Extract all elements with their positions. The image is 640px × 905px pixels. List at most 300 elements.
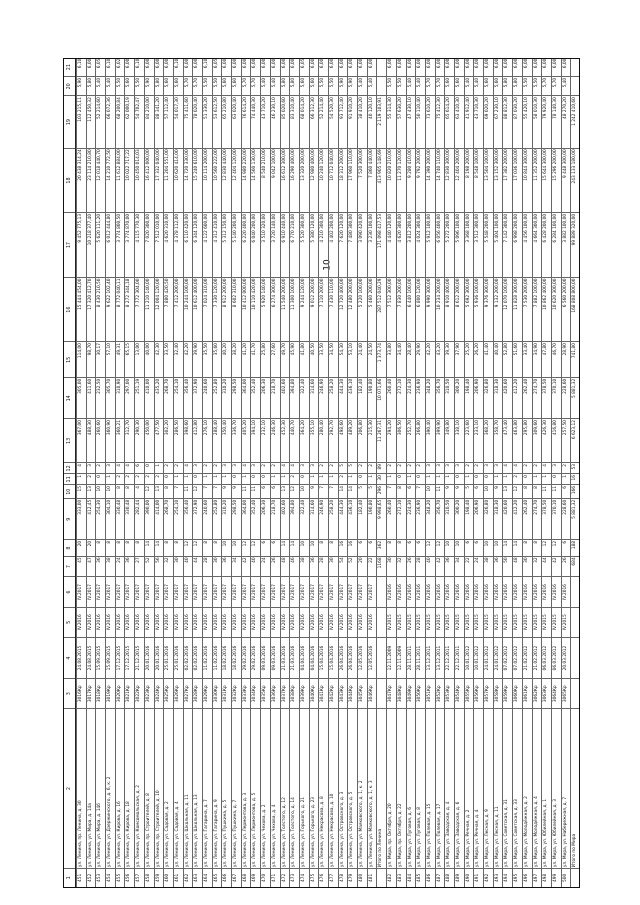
- table-cell: 14 740 110,00: [436, 149, 445, 214]
- table-cell: 7 110 200,00: [319, 278, 328, 343]
- table-cell: 3049Кр: [407, 679, 416, 709]
- table-cell: 10.01.2012: [465, 638, 474, 679]
- table-cell: 5,80: [87, 77, 96, 96]
- table-cell: IV.2016: [445, 577, 454, 607]
- table-cell: 40: [184, 557, 193, 578]
- table-frame: [63, 58, 580, 888]
- table-cell: 3044Кр: [348, 679, 357, 709]
- table-cell: 6 910 440,00: [281, 213, 290, 278]
- table-cell: 11: [184, 485, 193, 499]
- table-cell: 252,70: [407, 419, 416, 463]
- table-cell: 12: [552, 540, 561, 556]
- table-cell: 6: [416, 540, 425, 556]
- table-cell: 9 244 120,00: [300, 278, 309, 343]
- table-cell: 27,60: [271, 342, 280, 378]
- table-cell: 493: [494, 869, 503, 888]
- table-cell: 3: [445, 463, 454, 474]
- table-cell: 416,80: [552, 419, 561, 463]
- table-cell: ул. Ленина, ул. Гагарина, д. 7: [203, 709, 212, 868]
- column-header: 8: [64, 540, 75, 556]
- table-cell: 5,90: [145, 77, 154, 96]
- table-cell: 32,40: [174, 342, 183, 378]
- table-cell: 467: [232, 869, 241, 888]
- table-cell: 355,10: [310, 419, 319, 463]
- table-cell: 6: [261, 540, 270, 556]
- column-header: 15: [64, 342, 75, 378]
- table-cell: 45: [77, 557, 86, 578]
- table-cell: 57 112,40: [164, 97, 173, 149]
- table-cell: IV.2017: [358, 577, 367, 607]
- table-cell: IV.2016: [387, 577, 396, 607]
- table-cell: ул. Мира, ул. Полевая, д. 17: [436, 709, 445, 868]
- table-cell: 9: [232, 485, 241, 499]
- table-cell: 11: [436, 485, 445, 499]
- table-cell: IV.2016: [465, 577, 474, 607]
- table-cell: 3 812 200,00: [407, 213, 416, 278]
- table-cell: 79 920,40: [542, 97, 551, 149]
- table-cell: 12 830 440,00: [222, 149, 231, 214]
- table-cell: 282,44: [135, 499, 144, 540]
- table-cell: 14 980 220,00: [242, 149, 251, 214]
- table-cell: 10.01.2012: [474, 638, 483, 679]
- table-cell: 27: [135, 557, 144, 578]
- table-cell: 1: [213, 474, 222, 485]
- table-cell: 24: [474, 557, 483, 578]
- table-cell: 3028Кр: [193, 679, 202, 709]
- table-cell: 28.11.2011: [416, 638, 425, 679]
- table-cell: IV.2015: [474, 608, 483, 638]
- table-cell: 89: [377, 463, 386, 474]
- table-cell: 0: [96, 474, 105, 485]
- table-cell: 486: [426, 869, 435, 888]
- table-cell: ул. Ленина, ул. Мира, д. 14а: [87, 709, 96, 868]
- table-cell: 6 110 420,00: [184, 213, 193, 278]
- table-cell: 338,10: [455, 419, 464, 463]
- table-cell: 2: [465, 463, 474, 474]
- table-cell: 3030Кр: [213, 679, 222, 709]
- table-cell: 25.01.2016: [174, 638, 183, 679]
- table-cell: 5,50: [533, 77, 542, 96]
- table-cell: 5,60: [300, 77, 309, 96]
- table-cell: 459: [155, 869, 164, 888]
- table-cell: ул. Ленина, ул. Комсомольская, д. 2: [135, 709, 144, 868]
- table-cell: 5 272 200,00: [445, 213, 454, 278]
- table-cell: 5,50: [213, 77, 222, 96]
- table-cell: 1: [155, 463, 164, 474]
- table-cell: 310,90: [116, 378, 125, 419]
- table-cell: ул. Ленина, ул. Пушкина, д. 5: [222, 709, 231, 868]
- table-cell: 11: [542, 485, 551, 499]
- table-cell: 10: [310, 540, 319, 556]
- table-cell: 1: [319, 474, 328, 485]
- table-cell: 2: [96, 463, 105, 474]
- table-cell: 14: [503, 540, 512, 556]
- table-cell: 6,00: [542, 58, 551, 77]
- table-cell: 5,70: [184, 77, 193, 96]
- table-cell: 68 014,20: [300, 97, 309, 149]
- table-cell: 473,40: [503, 419, 512, 463]
- table-cell: 6,00: [193, 58, 202, 77]
- table-cell: 436,10: [348, 499, 357, 540]
- table-cell: 114,00: [77, 342, 86, 378]
- table-cell: 6: [562, 540, 571, 556]
- table-cell: 3: [436, 463, 445, 474]
- table-cell: 3039Кр: [300, 679, 309, 709]
- table-cell: 394,80: [290, 378, 299, 419]
- table-cell: 1: [329, 474, 338, 485]
- table-cell: 3035Кр: [261, 679, 270, 709]
- table-cell: 206,30: [261, 499, 270, 540]
- column-header: 2: [64, 709, 75, 868]
- table-cell: 2: [339, 474, 348, 485]
- table-cell: 5,50: [387, 77, 396, 96]
- table-cell: 42: [552, 557, 561, 578]
- table-cell: 21.03.2016: [281, 638, 290, 679]
- table-cell: 14 390 200,00: [426, 149, 435, 214]
- table-cell: 318,30: [494, 378, 503, 419]
- table-cell: 12 070 100,00: [503, 278, 512, 343]
- table-cell: 12: [193, 540, 202, 556]
- table-cell: 30: [377, 474, 386, 485]
- table-cell: 349,80: [445, 419, 454, 463]
- table-cell: 26.04.2016: [339, 638, 348, 679]
- table-cell: ул. Мира, ул. Заводская, д. 4: [445, 709, 454, 868]
- table-cell: IV.2016: [562, 577, 571, 607]
- table-cell: 6,00: [184, 58, 193, 77]
- table-cell: 10 244 100,00: [184, 278, 193, 343]
- table-cell: 8: [125, 485, 134, 499]
- table-cell: 5,80: [155, 77, 164, 96]
- table-cell: 8: [533, 540, 542, 556]
- table-cell: 12 404 200,00: [455, 149, 464, 214]
- table-cell: 11: [552, 485, 561, 499]
- table-cell: 12 980 400,00: [310, 149, 319, 214]
- table-cell: IV.2017: [319, 577, 328, 607]
- table-cell: 7 860 440,00: [368, 149, 377, 214]
- table-cell: 3: [222, 463, 231, 474]
- table-cell: 684: [571, 557, 580, 578]
- table-cell: IV.2016: [503, 577, 512, 607]
- table-cell: 3053Кр: [445, 679, 454, 709]
- table-cell: 7 430 110,00: [329, 278, 338, 343]
- table-cell: ул. Ленина, ул. Толстого, д. 12: [281, 709, 290, 868]
- table-cell: 4: [513, 463, 522, 474]
- table-cell: IV.2017: [106, 577, 115, 607]
- table-cell: 322,40: [300, 499, 309, 540]
- table-cell: 4 210 300,00: [319, 213, 328, 278]
- table-cell: 9: [455, 485, 464, 499]
- table-cell: 41 912,40: [465, 97, 474, 149]
- table-cell: 3: [251, 463, 260, 474]
- table-cell: 8: [174, 540, 183, 556]
- table-cell: 41,40: [484, 342, 493, 378]
- table-cell: 34: [232, 557, 241, 578]
- table-cell: 168 808 800,00: [571, 278, 580, 343]
- table-cell: 370,10: [552, 499, 561, 540]
- table-cell: 6: [465, 540, 474, 556]
- table-cell: 84 210,00: [145, 97, 154, 149]
- table-cell: 2: [290, 474, 299, 485]
- table-cell: 12 480 200,00: [348, 278, 357, 343]
- table-cell: 13: [503, 485, 512, 499]
- table-cell: 3056Кр: [474, 679, 483, 709]
- table-cell: 57 630,20: [397, 97, 406, 149]
- table-cell: 8 540 210,00: [261, 149, 270, 214]
- table-cell: 7: [387, 485, 396, 499]
- table-cell: ул. Мира, ул. Речная, д. 4: [474, 709, 483, 868]
- table-cell: 224,30: [407, 499, 416, 540]
- table-cell: 5,60: [455, 77, 464, 96]
- table-cell: 9 998,65: [377, 499, 386, 540]
- table-cell: 33,40: [523, 342, 532, 378]
- table-cell: IV.2016: [455, 577, 464, 607]
- table-cell: IV.2017: [116, 577, 125, 607]
- table-cell: 5 548 200,00: [484, 213, 493, 278]
- table-cell: 4: [290, 463, 299, 474]
- table-cell: 254,10: [174, 378, 183, 419]
- table-cell: IV.2016: [310, 608, 319, 638]
- table-cell: 32: [533, 557, 542, 578]
- table-cell: 30: [387, 557, 396, 578]
- table-cell: 362: [377, 540, 386, 556]
- table-cell: 11 270 120,00: [397, 149, 406, 214]
- table-cell: IV.2016: [474, 577, 483, 607]
- table-cell: 330,48: [125, 499, 134, 540]
- table-cell: 5,60: [222, 77, 231, 96]
- table-cell: 6 040 200,00: [251, 213, 260, 278]
- table-cell: 7 772 304,00: [135, 278, 144, 343]
- table-cell: IV.2016: [251, 608, 260, 638]
- table-cell: ул. Ленина, ул. Толстого, д. 14: [290, 709, 299, 868]
- table-cell: 62 000,19: [125, 97, 134, 149]
- table-cell: 46 230,10: [271, 97, 280, 149]
- table-cell: 6 220 400,00: [242, 213, 251, 278]
- table-cell: 10 820 210,00: [387, 149, 396, 214]
- table-cell: 43 710,30: [474, 97, 483, 149]
- table-cell: 14: [339, 485, 348, 499]
- table-cell: 3 882 100,00: [562, 213, 571, 278]
- table-cell: 286,50: [174, 419, 183, 463]
- table-cell: 474: [300, 869, 309, 888]
- table-cell: 7 412 200,00: [174, 278, 183, 343]
- table-cell: 3 512 300,00: [474, 213, 483, 278]
- table-cell: 3055Кр: [465, 679, 474, 709]
- table-cell: 2: [513, 474, 522, 485]
- table-cell: 272,10: [397, 378, 406, 419]
- table-cell: 2: [145, 474, 154, 485]
- table-cell: 9: [222, 485, 231, 499]
- table-cell: 112 450,32: [87, 97, 96, 149]
- table-cell: IV.2017: [261, 577, 270, 607]
- table-cell: 30: [523, 557, 532, 578]
- table-cell: ул. Мира, ул. Речная, д. 2: [465, 709, 474, 868]
- table-cell: 2: [203, 463, 212, 474]
- table-cell: 69 020,20: [484, 97, 493, 149]
- table-cell: 4: [135, 485, 144, 499]
- table-cell: 20 438 314,24: [77, 149, 86, 214]
- table-cell: 457: [135, 869, 144, 888]
- column-header: 13: [64, 419, 75, 463]
- table-cell: 74 440,30: [251, 97, 260, 149]
- table-cell: ул. Мира, пр. Октября, д. 22: [397, 709, 406, 868]
- table-cell: 13 152 300,00: [494, 149, 503, 214]
- table-cell: 8: [329, 540, 338, 556]
- table-cell: IV.2016: [513, 577, 522, 607]
- table-cell: 318,30: [494, 499, 503, 540]
- table-cell: 10: [484, 485, 493, 499]
- table-cell: 53: [571, 463, 580, 474]
- table-cell: 6: [407, 485, 416, 499]
- table-cell: 21.03.2016: [290, 638, 299, 679]
- table-cell: 12.11.2009: [387, 638, 396, 679]
- table-cell: 4 620 310,00: [164, 213, 173, 278]
- table-cell: 4 122 600,00: [203, 213, 212, 278]
- table-cell: 5,60: [494, 77, 503, 96]
- table-cell: 206,90: [474, 378, 483, 419]
- table-cell: 302,20: [164, 419, 173, 463]
- table-cell: 25,80: [261, 342, 270, 378]
- table-cell: 240,60: [203, 499, 212, 540]
- table-cell: 11 612 884,00: [116, 149, 125, 214]
- table-cell: IV.2015: [494, 608, 503, 638]
- table-cell: 65 614,20: [445, 97, 454, 149]
- table-cell: IV.2017: [242, 577, 251, 607]
- table-cell: IV.2017: [310, 577, 319, 607]
- table-cell: 260,40: [387, 499, 396, 540]
- table-cell: 5,60: [445, 77, 454, 96]
- table-cell: 10: [455, 540, 464, 556]
- table-cell: 98,70: [87, 342, 96, 378]
- table-cell: 65,15: [125, 342, 134, 378]
- column-header: 16: [64, 278, 75, 343]
- table-cell: 252,80: [213, 499, 222, 540]
- table-cell: 463,80: [513, 419, 522, 463]
- table-cell: 260,60: [96, 419, 105, 463]
- column-header: 12: [64, 463, 75, 474]
- table-cell: 09.03.2016: [271, 638, 280, 679]
- table-cell: 412,80: [193, 419, 202, 463]
- table-cell: Итого по Мира: [571, 709, 580, 868]
- table-cell: 6,10: [174, 58, 183, 77]
- table-cell: 426,30: [542, 419, 551, 463]
- table-cell: IV.2015: [465, 608, 474, 638]
- table-cell: IV.2015: [426, 608, 435, 638]
- table-cell: 5: [339, 463, 348, 474]
- table-cell: 8: [164, 485, 173, 499]
- table-cell: 1168: [377, 557, 386, 578]
- table-cell: IV.2016: [155, 608, 164, 638]
- table-cell: 13: [155, 485, 164, 499]
- table-cell: 7 142 300,00: [503, 213, 512, 278]
- table-cell: 5,60: [125, 77, 134, 96]
- table-cell: 15 296 200,00: [552, 149, 561, 214]
- table-cell: 5,70: [426, 77, 435, 96]
- table-cell: 166: [571, 485, 580, 499]
- table-cell: 3054Кр: [455, 679, 464, 709]
- table-cell: 298,50: [232, 499, 241, 540]
- table-cell: 1: [407, 474, 416, 485]
- table-cell: IV.2016: [484, 577, 493, 607]
- table-cell: 6,00: [445, 58, 454, 77]
- table-cell: ул. Ленина, ул. Горького, д. 21: [300, 709, 309, 868]
- table-cell: 24,40: [358, 342, 367, 378]
- table-cell: 2: [319, 463, 328, 474]
- table-cell: IV.2017: [155, 577, 164, 607]
- table-cell: 2: [416, 463, 425, 474]
- table-cell: IV.2017: [125, 577, 134, 607]
- table-cell: 0: [358, 474, 367, 485]
- table-cell: 3: [300, 463, 309, 474]
- table-cell: IV.2017: [174, 577, 183, 607]
- table-cell: 52: [145, 557, 154, 578]
- table-cell: 34,50: [329, 342, 338, 378]
- table-cell: 348,20: [426, 378, 435, 419]
- table-cell: 494: [503, 869, 512, 888]
- table-cell: 410,00: [145, 378, 154, 419]
- table-cell: 54 017,30: [174, 97, 183, 149]
- table-cell: 367,00: [77, 419, 86, 463]
- table-cell: 7 512 300,00: [387, 278, 396, 343]
- table-cell: 3025Кр: [164, 679, 173, 709]
- table-cell: 490: [465, 869, 474, 888]
- table-cell: 33,50: [319, 342, 328, 378]
- table-cell: 40: [251, 557, 260, 578]
- table-cell: 3060Кр: [513, 679, 522, 709]
- table-cell: 15.09.2015: [96, 638, 105, 679]
- table-cell: 471: [271, 869, 280, 888]
- table-cell: 352,40: [251, 499, 260, 540]
- table-cell: 2: [174, 463, 183, 474]
- table-cell: 6 998 200,00: [513, 213, 522, 278]
- table-cell: 02.02.2016: [184, 638, 193, 679]
- table-cell: 489,20: [348, 419, 357, 463]
- column-header: 19: [64, 97, 75, 149]
- table-cell: 3022Кр: [135, 679, 144, 709]
- table-cell: 29.02.2016: [242, 638, 251, 679]
- table-cell: 12.05.2016: [368, 638, 377, 679]
- column-header: 5: [64, 608, 75, 638]
- table-cell: 3024Кр: [155, 679, 164, 709]
- table-cell: 3 090 420,00: [358, 213, 367, 278]
- table-cell: 477: [329, 869, 338, 888]
- table-cell: 3: [426, 463, 435, 474]
- table-cell: ул. Мира, ул. Советская, д. 33: [513, 709, 522, 868]
- column-header: 17: [64, 213, 75, 278]
- table-cell: IV.2017: [145, 577, 154, 607]
- table-cell: 3062Кр: [533, 679, 542, 709]
- table-cell: 14 720 330,00: [184, 149, 193, 214]
- table-cell: 326,80: [484, 378, 493, 419]
- table-cell: 314,60: [310, 499, 319, 540]
- table-cell: 15.04.2016: [329, 638, 338, 679]
- table-cell: 7 880 420,50: [164, 278, 173, 343]
- table-cell: 15.04.2016: [319, 638, 328, 679]
- table-cell: ул. Ленина, ул. Маяковского, д. 1, к. 3: [368, 709, 377, 868]
- table-cell: 7 330 120,00: [213, 278, 222, 343]
- table-cell: 12.11.2009: [397, 638, 406, 679]
- table-cell: 22: [368, 557, 377, 578]
- table-cell: 5,50: [116, 77, 125, 96]
- table-cell: 481: [368, 869, 377, 888]
- table-cell: 224,30: [407, 378, 416, 419]
- table-cell: ул. Мира, ул. Заводская, д. 6: [455, 709, 464, 868]
- table-cell: IV.2016: [397, 577, 406, 607]
- table-cell: ул. Мира, пр. Октября, д. 20: [387, 709, 396, 868]
- table-cell: 3041Кр: [319, 679, 328, 709]
- table-cell: 7 024 310,00: [203, 278, 212, 343]
- table-cell: 6,00: [232, 58, 241, 77]
- table-cell: 11.02.2016: [213, 638, 222, 679]
